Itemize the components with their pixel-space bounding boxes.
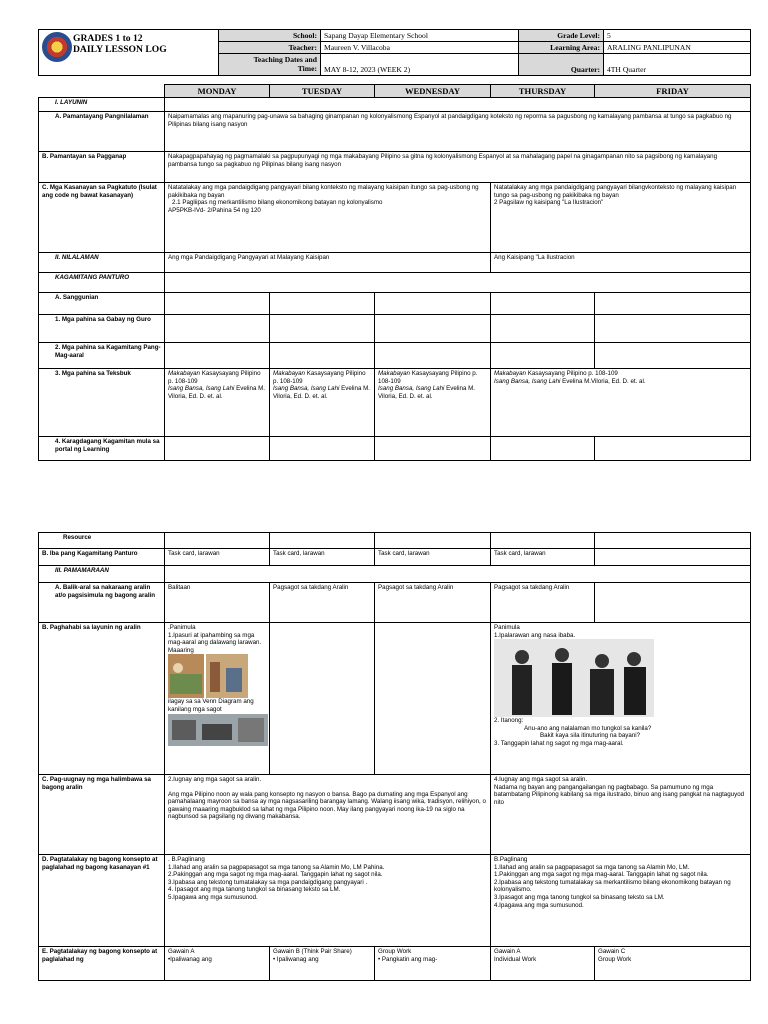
talakay-thu: B.Paglinang 1.Ilahad ang aralin sa pagpapasagot sa mga tanong sa Alamin Mo, LM. 1.Pakinggan ang mga sagot ng mga mag-aaral. Tanggapin lahat ng sagot nila. 2.Ipabasa ang tekstong tumatalakay sa merkantilismo bilang ekonomikong batayan ng kolonyalismo. 3.Ipasagot ang mga tanong tungkol sa binasang teksto sa LM. 4.Ipagawa ang mga sumusunod. <box>491 855 751 947</box>
balik-label: A. Balik-aral sa nakaraang aralin at/o pagsisimula ng bagong aralin <box>39 583 165 623</box>
school-value: Sapang Dayap Elementary School <box>321 30 519 42</box>
talakay1-label: D. Pagtatalakay ng bagong konsepto at paglalahad ng bagong kasanayan #1 <box>39 855 165 947</box>
section-layunin: I. LAYUNIN <box>39 98 165 112</box>
dates-value: MAY 8-12, 2023 (WEEK 2) <box>321 54 519 76</box>
title-block <box>39 30 219 76</box>
day-tuesday: TUESDAY <box>270 85 375 98</box>
portal-label: 4. Karagdagang Kagamitan mula sa portal ng Learning <box>39 437 165 461</box>
talakay2-label: E. Pagtatalakay ng bagong konsepto at paglalahad ng <box>39 947 165 981</box>
balik-thu: Pagsagot sa takdang Aralin <box>491 583 595 623</box>
teksbuk-wed: Makabayan Kasaysayang Pilipino p. 108-109 Isang Bansa, Isang Lahi Evelina M. Viloria, Ed. D. et. al. <box>375 369 491 437</box>
e-tue: Gawain B (Think Pair Share) • Ipaliwanag ang <box>270 947 375 981</box>
title-line2: DAILY LESSON LOG <box>73 44 167 55</box>
section-pamamaraan: III. PAMAMARAAN <box>39 566 165 583</box>
day-friday: FRIDAY <box>595 85 751 98</box>
e-thu: Gawain A Individual Work <box>491 947 595 981</box>
teacher-value: Maureen V. Villacoba <box>321 42 519 54</box>
iba-tue: Task card, larawan <box>270 549 375 566</box>
pagugnay-mon: 2.Iugnay ang mga sagot sa aralin. Ang mga Pilipino noon ay wala pang konsepto ng nasyon o bansa. Bago pa dumating ang mga Espanyol ang pamahalaang mayroon sa bansa ay mga nagsasariling barangay lamang. Walang iisang wika, tradisyon, relihiyon, o gawaing maaaring magbuklod sa lahat ng mga Pilipino noon. May ilang pangyayari noong ika-19 na siglo na nagbunsod sa pagsilang ng diwang makabansa. <box>165 775 491 855</box>
kasanayan-mon-wed: Natatalakay ang mga pandaigdigang pangyayari bilang konteksto ng malayang kaisipan itungo sa pag-usbong ng pakikibaka ng bayan 2.1 Pagliipas ng merkantilismo bilang ekonomikong batayan ng kolonyalismo AP5PKB-IVd- 2/Pahina 54 ng 120 <box>165 183 491 253</box>
lesson-table-2 <box>38 532 751 981</box>
title-line1: GRADES 1 to 12 <box>73 33 143 44</box>
e-mon: Gawain A •Ipaliwanag ang <box>165 947 270 981</box>
balik-wed: Pagsagot sa takdang Aralin <box>375 583 491 623</box>
area-value: ARALING PANLIPUNAN <box>604 42 751 54</box>
iba-wed: Task card, larawan <box>375 549 491 566</box>
pagugnay-label: C. Pag-uugnay ng mga halimbawa sa bagong aralin <box>39 775 165 855</box>
balik-mon: Balitaan <box>165 583 270 623</box>
kasanayan-label: C. Mga Kasanayan sa Pagkatuto (Isulat ang code ng bawat kasanayan) <box>39 183 165 253</box>
day-wednesday: WEDNESDAY <box>375 85 491 98</box>
school-label: School: <box>219 30 321 42</box>
quarter-label: Quarter: <box>519 54 604 76</box>
lesson-log-page-2 <box>38 532 750 981</box>
teksbuk-tue: Makabayan Kasaysayang Pilipino p. 108-109 Isang Bansa, Isang Lahi Evelina M. Viloria, Ed. D. et. al. <box>270 369 375 437</box>
nilalaman-thu: Ang Kaisipang "La Ilustracion <box>491 253 751 273</box>
kagamitang-mag-label: 2. Mga pahina sa Kagamitang Pang-Mag-aaral <box>39 343 165 369</box>
e-wed: Group Work • Pangkatin ang mag- <box>375 947 491 981</box>
sanggunian-label: A. Sanggunian <box>39 293 165 315</box>
lesson-table-1 <box>38 84 751 461</box>
gabay-label: 1. Mga pahina sa Gabay ng Guro <box>39 315 165 343</box>
pangnilalaman-label: A. Pamantayang Pangnilalaman <box>39 112 165 152</box>
talakay-mon: . B.Paglinang 1.Ilahad ang aralin sa pagpapasagot sa mga tanong sa Alamin Mo, LM Pahina. 2.Pakinggan ang mga sagot ng mga mag-aaral. Tanggapin lahat ng sagot nila. 3.Ipabasa ang tekstong tumatalakay sa mga pandaigdigang pangyayari . 4. Ipasagot ang mga tanong tungkol sa binasang teksto sa LM. 5.Ipagawa ang mga sumusunod. <box>165 855 491 947</box>
iba-mon: Task card, larawan <box>165 549 270 566</box>
paghahabi-label: B. Paghahabi sa layunin ng aralin <box>39 623 165 775</box>
marketplace-image <box>168 714 268 746</box>
paghahabi-mon: .Panimula 1.Ipasuri at ipahambing sa mga mag-aaral ang dalawang larawan. Maaaring ilagay sa sa Venn Diagram ang kanilang mga sagot <box>165 623 270 775</box>
two-scenes-image <box>168 654 248 698</box>
section-kagamitan: KAGAMITANG PANTURO <box>39 273 165 293</box>
iba-label: B. Iba pang Kagamitang Panturo <box>39 549 165 566</box>
pagganap-text: Nakapagpapahayag ng pagmamalaki sa pagpupunyagi ng mga makabayang Pilipino sa gitna ng kolonyalismong Espanyol at sa mahalagang papel na ginagampanan nito sa pagsibong ng kamalayang pambansa tungo sa pagkabuo ng Pilipinas bilang isang nasyon <box>165 152 751 183</box>
teksbuk-label: 3. Mga pahina sa Teksbuk <box>39 369 165 437</box>
header-table <box>38 29 751 76</box>
pangnilalaman-text: Naipamamalas ang mapanuring pag-unawa sa bahaging ginampanan ng kolonyalismong Espanyol at pandaigdigang koteksto ng reporma sa pagusbong ng kamalayang pambansa at tungo sa pagkabuo ng Pilipinas bilang isang nasyon <box>165 112 751 152</box>
teksbuk-thu: Makabayan Kasaysayang Pilipino p. 108-109 Isang Bansa, Isang Lahi Evelina M.Viloria, Ed. D. et. al. <box>491 369 751 437</box>
pagugnay-thu: 4.Iugnay ang mga sagot sa aralin. Nadama ng bayan ang pangangailangan ng pagbabago. Sa pamumuno ng mga batambatang Pilipinong kabilang sa mga ilustrado, binuo ang isang pangkat na nagtaguyod nito <box>491 775 751 855</box>
dates-label: Teaching Dates and Time: <box>219 54 321 76</box>
balik-tue: Pagsagot sa takdang Aralin <box>270 583 375 623</box>
teksbuk-mon: Makabayan Kasaysayang Pilipino p. 108-109 Isang Bansa, Isang Lahi Evelina M. Viloria, Ed. D. et. al. <box>165 369 270 437</box>
pagganap-label: B. Pamantayan sa Pagganap <box>39 152 165 183</box>
e-fri: Gawain C Group Work <box>595 947 751 981</box>
iba-thu: Task card, larawan <box>491 549 595 566</box>
resource-label: Resource <box>39 533 165 549</box>
nilalaman-text: Ang mga Pandaigdigang Pangyayari at Malayang Kaisipan <box>165 253 491 273</box>
paghahabi-thu: Panimula 1.Ipalarawan ang nasa ibaba. 2. Itanong: Anu-ano ang nalalaman mo tungkol sa kanila? Bakit kaya sila itinuturing na bayani? 3. Tanggapin lahat ng sagot ng mga mag-aaral. <box>491 623 751 775</box>
grade-label: Grade Level: <box>519 30 604 42</box>
quarter-value: 4TH Quarter <box>604 54 751 76</box>
teacher-label: Teacher: <box>219 42 321 54</box>
lesson-log-page-1 <box>38 29 750 461</box>
kasanayan-thu-fri: Natatalakay ang mga pandaigdigang pangyayari bilangvkonteksto ng malayang kaisipan tungo sa pag-usbong ng pakikibaka ng bayan 2 Pagsilaw ng kaisipang "La Ilustracion" <box>491 183 751 253</box>
deped-seal-icon <box>42 32 72 62</box>
area-label: Learning Area: <box>519 42 604 54</box>
day-thursday: THURSDAY <box>491 85 595 98</box>
grade-value: 5 <box>604 30 751 42</box>
heroes-photo-image <box>494 639 654 717</box>
section-nilalaman: II. NILALAMAN <box>39 253 165 273</box>
day-monday: MONDAY <box>165 85 270 98</box>
